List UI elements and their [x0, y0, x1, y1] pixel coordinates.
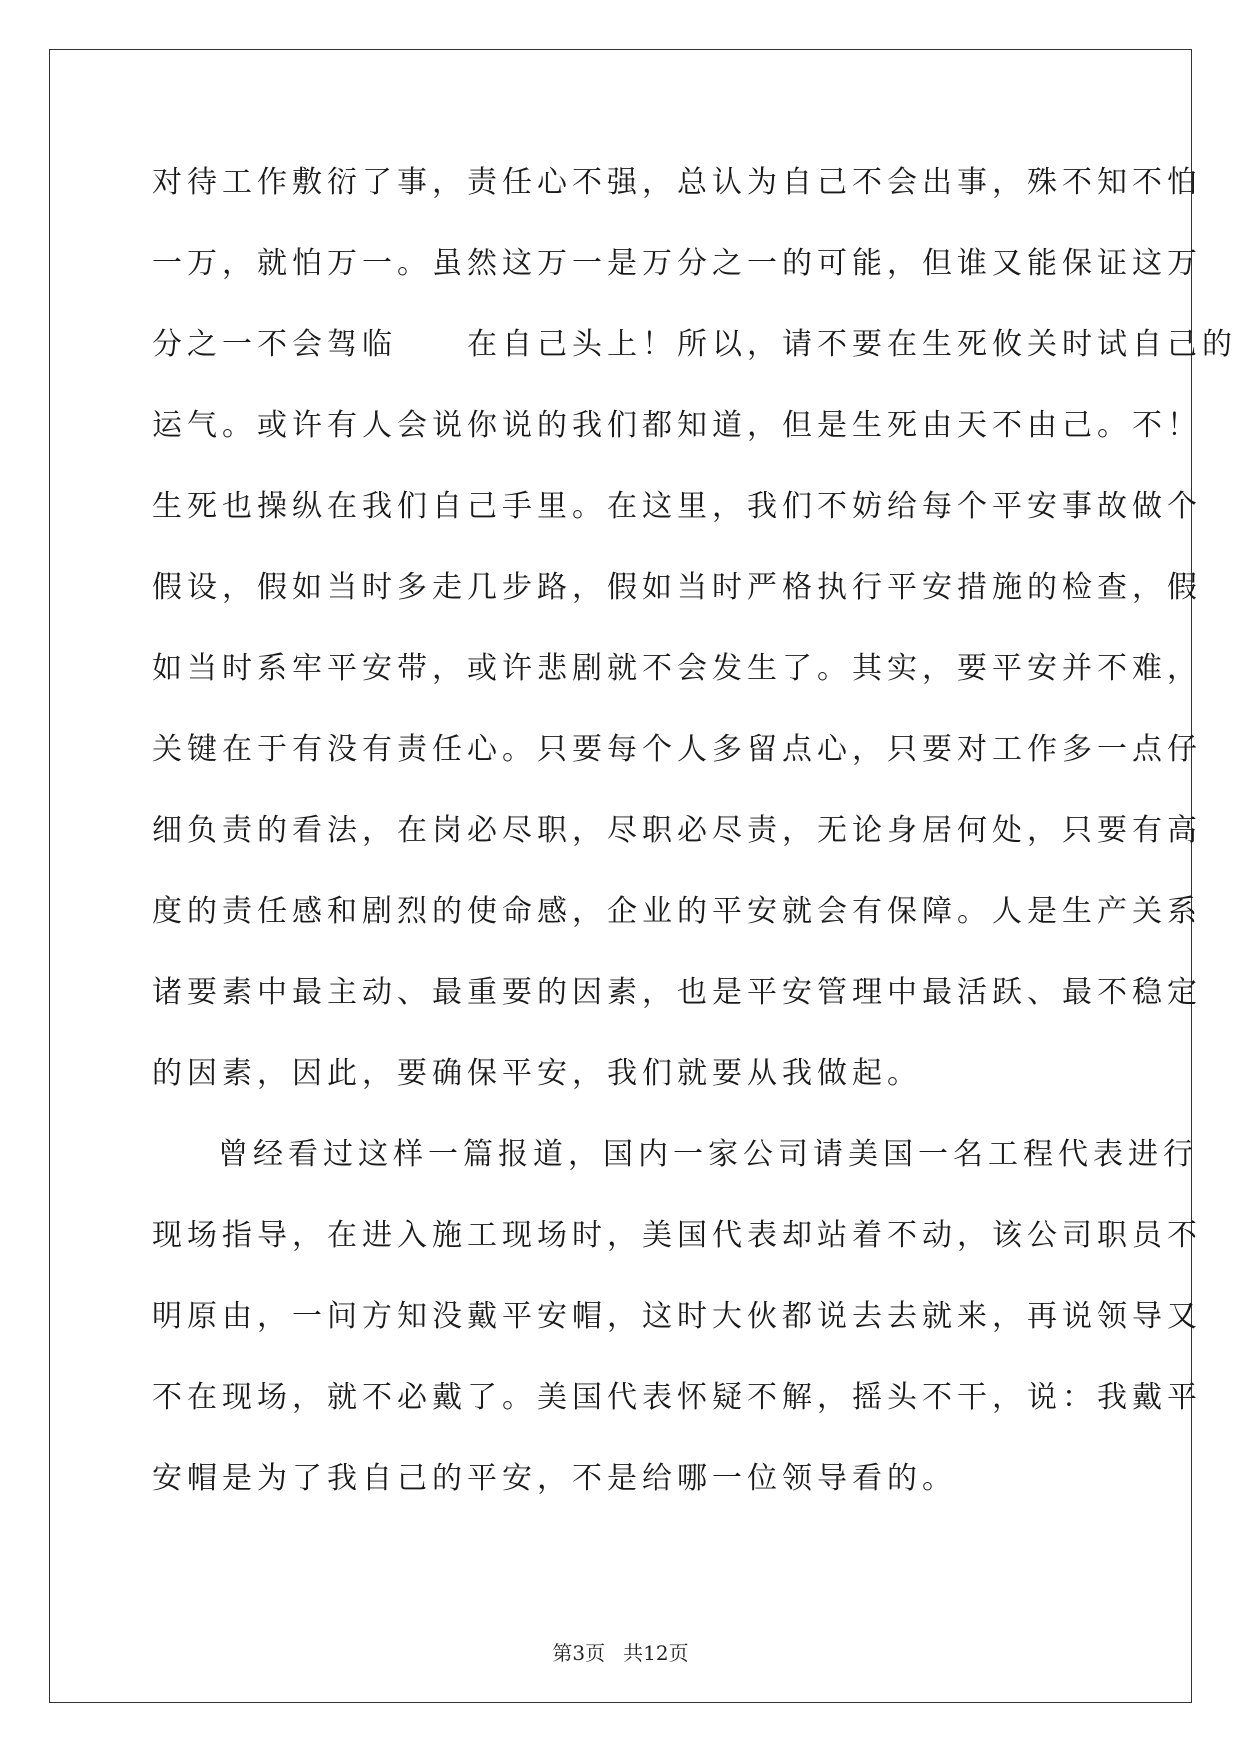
paragraph-1-line-1: 对待工作敷衍了事，责任心不强，总认为自己不会出事，殊不知不怕: [152, 165, 1202, 200]
paragraph-1-line-5: 生死也操纵在我们自己手里。在这里，我们不妨给每个平安事故做个: [152, 489, 1202, 524]
page-total: 共12页: [623, 1641, 689, 1665]
paragraph-2-line-1: 曾经看过这样一篇报道，国内一家公司请美国一名工程代表进行: [218, 1137, 1198, 1172]
paragraph-1-line-11: 诸要素中最主动、最重要的因素，也是平安管理中最活跃、最不稳定: [152, 975, 1202, 1010]
paragraph-1-line-8: 关键在于有没有责任心。只要每个人多留点心，只要对工作多一点仔: [152, 732, 1202, 767]
paragraph-1-line-2: 一万，就怕万一。虽然这万一是万分之一的可能，但谁又能保证这万: [152, 246, 1202, 281]
paragraph-1-line-12: 的因素，因此，要确保平安，我们就要从我做起。: [152, 1056, 922, 1091]
paragraph-2-line-3: 明原由，一问方知没戴平安帽，这时大伙都说去去就来，再说领导又: [152, 1299, 1202, 1334]
paragraph-1-line-6: 假设，假如当时多走几步路，假如当时严格执行平安措施的检查，假: [152, 570, 1202, 605]
paragraph-1-line-4: 运气。或许有人会说你说的我们都知道，但是生死由天不由己。不！: [152, 408, 1202, 443]
page-number: 第3页: [552, 1641, 606, 1665]
paragraph-2-line-4: 不在现场，就不必戴了。美国代表怀疑不解，摇头不干，说：我戴平: [152, 1380, 1202, 1415]
paragraph-1-line-10: 度的责任感和剧烈的使命感，企业的平安就会有保障。人是生产关系: [152, 894, 1202, 929]
paragraph-1-line-3: 分之一不会驾临 在自己头上！所以，请不要在生死攸关时试自己的: [152, 327, 1237, 362]
paragraph-2-line-5: 安帽是为了我自己的平安，不是给哪一位领导看的。: [152, 1461, 957, 1496]
paragraph-1-line-9: 细负责的看法，在岗必尽职，尽职必尽责，无论身居何处，只要有高: [152, 813, 1202, 848]
paragraph-2-line-2: 现场指导，在进入施工现场时，美国代表却站着不动，该公司职员不: [152, 1218, 1202, 1253]
page-footer: [0, 1637, 1241, 1666]
document-body: [152, 158, 1237, 1535]
paragraph-1-line-7: 如当时系牢平安带，或许悲剧就不会发生了。其实，要平安并不难，: [152, 651, 1202, 686]
